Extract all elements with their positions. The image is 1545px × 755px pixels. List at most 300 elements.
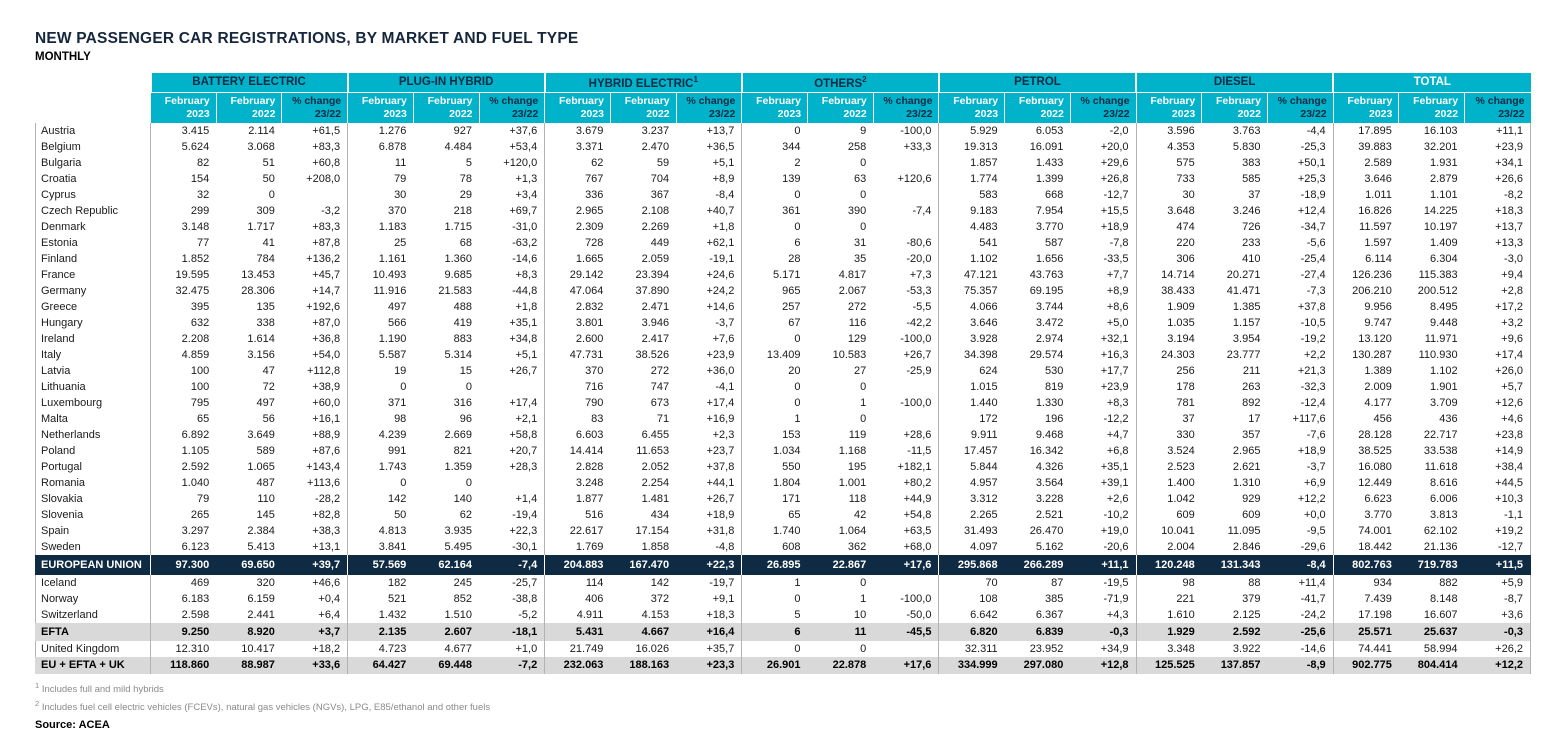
cell: 63 bbox=[853, 173, 867, 185]
cell: -3,0 bbox=[1465, 251, 1531, 267]
cell: +17,7 bbox=[1100, 365, 1129, 377]
cell: 37 bbox=[1248, 189, 1261, 201]
cell: +36,0 bbox=[706, 365, 735, 377]
cell: -12,2 bbox=[1103, 413, 1129, 425]
cell: -7,4 bbox=[479, 555, 545, 575]
cell bbox=[282, 187, 348, 203]
cell: 17.154 bbox=[635, 525, 670, 537]
cell: 0 bbox=[742, 187, 808, 203]
cell: +17,4 bbox=[706, 397, 735, 409]
cell: +87,8 bbox=[312, 237, 341, 249]
cell: 566 bbox=[348, 315, 414, 331]
cell: 2.965 bbox=[545, 203, 611, 219]
cell: +2,6 bbox=[1106, 493, 1129, 505]
cell: -1,1 bbox=[1465, 507, 1531, 523]
cell: +14,6 bbox=[706, 301, 735, 313]
group-header-row bbox=[36, 73, 1531, 92]
cell: 2.052 bbox=[641, 461, 670, 473]
cell: +3,7 bbox=[282, 623, 348, 641]
cell bbox=[873, 641, 939, 657]
cell: -25,4 bbox=[1300, 253, 1326, 265]
cell: +36,5 bbox=[706, 141, 735, 153]
cell: +2,2 bbox=[1303, 349, 1326, 361]
cell: 530 bbox=[1044, 365, 1064, 377]
cell: +136,2 bbox=[306, 253, 341, 265]
cell: +208,0 bbox=[306, 173, 341, 185]
cell: +120,0 bbox=[503, 157, 538, 169]
cell: 9.183 bbox=[939, 203, 1005, 219]
table-row bbox=[36, 315, 1531, 331]
cell: 220 bbox=[1136, 235, 1202, 251]
cell: 100 bbox=[151, 363, 217, 379]
cell: 47.121 bbox=[939, 267, 1005, 283]
cell: -50,0 bbox=[906, 609, 932, 621]
cell: 1.042 bbox=[1136, 491, 1202, 507]
cell: -8,4 bbox=[1267, 555, 1333, 575]
cell: +10,3 bbox=[1465, 491, 1531, 507]
cell: 17 bbox=[1248, 413, 1261, 425]
row-label: Finland bbox=[36, 251, 151, 267]
cell: 3.068 bbox=[247, 141, 275, 153]
cell: 2.846 bbox=[1232, 541, 1261, 553]
cell: 22.867 bbox=[808, 555, 874, 575]
column-header: February 2023 bbox=[545, 92, 611, 123]
cell: +29,6 bbox=[1100, 157, 1129, 169]
cell: -3,2 bbox=[321, 205, 341, 217]
cell: 3.649 bbox=[247, 429, 275, 441]
cell: 98 bbox=[1136, 575, 1202, 591]
column-header: % change 23/22 bbox=[1070, 92, 1136, 123]
cell: +24,2 bbox=[706, 285, 735, 297]
cell: 469 bbox=[151, 575, 217, 591]
cell: -19,5 bbox=[1103, 577, 1129, 589]
cell: 32.475 bbox=[151, 283, 217, 299]
cell: 38.433 bbox=[1136, 283, 1202, 299]
cell: 3.415 bbox=[151, 123, 217, 139]
cell: 383 bbox=[1242, 157, 1261, 169]
cell: -7,3 bbox=[1306, 285, 1326, 297]
cell: 1.161 bbox=[348, 251, 414, 267]
cell: 50 bbox=[348, 507, 414, 523]
cell: 29.142 bbox=[545, 267, 611, 283]
cell: 5.431 bbox=[545, 623, 611, 641]
cell: 575 bbox=[1136, 155, 1202, 171]
cell: +32,1 bbox=[1100, 333, 1129, 345]
cell: 2.470 bbox=[641, 141, 670, 153]
cell: 2.974 bbox=[1035, 333, 1064, 345]
cell: 1.717 bbox=[247, 221, 275, 233]
cell: 10.417 bbox=[241, 642, 275, 655]
cell: -63,2 bbox=[512, 237, 538, 249]
cell: 9.685 bbox=[444, 269, 473, 281]
cell: +11,5 bbox=[1465, 555, 1531, 575]
table-row bbox=[36, 607, 1531, 623]
cell: -5,2 bbox=[518, 609, 538, 621]
cell: 1.804 bbox=[742, 475, 808, 491]
table-row bbox=[36, 539, 1531, 555]
row-label: Poland bbox=[36, 443, 151, 459]
cell: 410 bbox=[1242, 253, 1261, 265]
cell: 608 bbox=[742, 539, 808, 555]
cell: -8,9 bbox=[1267, 657, 1333, 675]
cell: 1.769 bbox=[545, 539, 611, 555]
cell: +120,6 bbox=[897, 173, 932, 185]
cell: 3.841 bbox=[348, 539, 414, 555]
cell: 126.236 bbox=[1333, 267, 1399, 283]
cell: 0 bbox=[268, 189, 275, 201]
cell: 233 bbox=[1242, 237, 1261, 249]
cell: 10.197 bbox=[1423, 221, 1458, 233]
cell: 5.495 bbox=[444, 541, 473, 553]
cell: +18,9 bbox=[1297, 445, 1326, 457]
cell: 257 bbox=[742, 299, 808, 315]
table-row bbox=[36, 523, 1531, 539]
table-row bbox=[36, 395, 1531, 411]
column-header: February 2023 bbox=[939, 92, 1005, 123]
cell: 3.922 bbox=[1232, 642, 1261, 655]
cell: +39,7 bbox=[282, 555, 348, 575]
footnote-1-sup: 1 bbox=[35, 681, 40, 690]
cell: 436 bbox=[1439, 413, 1458, 425]
cell: +34,9 bbox=[1100, 642, 1129, 655]
row-label: Luxembourg bbox=[36, 395, 151, 411]
cell: +26,6 bbox=[1465, 171, 1531, 187]
cell: 9.250 bbox=[151, 623, 217, 641]
cell: 379 bbox=[1242, 593, 1261, 605]
row-label: United Kingdom bbox=[36, 641, 151, 657]
cell: 6.114 bbox=[1333, 251, 1399, 267]
cell: 2.607 bbox=[413, 623, 479, 641]
cell: +44,5 bbox=[1465, 475, 1531, 491]
cell: +1,0 bbox=[515, 642, 538, 655]
group-header: TOTAL bbox=[1333, 73, 1530, 92]
cell: +16,1 bbox=[312, 413, 341, 425]
table-row bbox=[36, 443, 1531, 459]
cell: 25 bbox=[348, 235, 414, 251]
cell: +28,6 bbox=[903, 429, 932, 441]
cell: +16,4 bbox=[676, 623, 742, 641]
cell: 0 bbox=[742, 591, 808, 607]
cell: 5.314 bbox=[444, 349, 473, 361]
cell: 609 bbox=[1242, 509, 1261, 521]
cell: +16,9 bbox=[706, 413, 735, 425]
cell: 6.053 bbox=[1035, 125, 1064, 137]
cell: 1.774 bbox=[939, 171, 1005, 187]
cell: 2 bbox=[742, 155, 808, 171]
column-header: % change 23/22 bbox=[1465, 92, 1531, 123]
row-label: Hungary bbox=[36, 315, 151, 331]
cell: 47 bbox=[262, 365, 275, 377]
cell: +50,1 bbox=[1297, 157, 1326, 169]
cell: 1.001 bbox=[838, 477, 867, 489]
cell: 218 bbox=[453, 205, 473, 217]
cell: 2.125 bbox=[1232, 609, 1261, 621]
cell: +12,4 bbox=[1297, 205, 1326, 217]
cell: 56 bbox=[262, 413, 275, 425]
cell: 583 bbox=[939, 187, 1005, 203]
cell: +35,7 bbox=[706, 642, 735, 655]
cell: 74.441 bbox=[1333, 641, 1399, 657]
table-row bbox=[36, 591, 1531, 607]
cell: +0,0 bbox=[1303, 509, 1326, 521]
cell: 434 bbox=[650, 509, 670, 521]
cell: +8,3 bbox=[515, 269, 538, 281]
cell: 10.041 bbox=[1136, 523, 1202, 539]
cell: 9.448 bbox=[1430, 317, 1458, 329]
cell: -5,6 bbox=[1306, 237, 1326, 249]
cell: -19,2 bbox=[1300, 333, 1326, 345]
cell: 1.101 bbox=[1430, 189, 1458, 201]
cell: 0 bbox=[465, 477, 473, 489]
cell: 74.001 bbox=[1333, 523, 1399, 539]
cell: 110 bbox=[257, 493, 275, 505]
cell: -42,2 bbox=[906, 317, 932, 329]
page-subtitle: MONTHLY bbox=[35, 51, 91, 63]
cell: 4.153 bbox=[641, 609, 670, 621]
cell: 0 bbox=[860, 381, 867, 393]
cell: 3.524 bbox=[1136, 443, 1202, 459]
cell: 100 bbox=[151, 379, 217, 395]
cell: 3.801 bbox=[545, 315, 611, 331]
cell: 3.744 bbox=[1035, 301, 1064, 313]
table-row bbox=[36, 267, 1531, 283]
cell: 31 bbox=[853, 237, 867, 249]
footnote-1-text: Includes full and mild hybrids bbox=[41, 684, 164, 696]
cell: 0 bbox=[742, 123, 808, 139]
cell: 14.714 bbox=[1136, 267, 1202, 283]
row-label: Cyprus bbox=[36, 187, 151, 203]
cell: 1.857 bbox=[939, 155, 1005, 171]
cell: 57.569 bbox=[348, 555, 414, 575]
cell: 336 bbox=[545, 187, 611, 203]
cell: 0 bbox=[742, 641, 808, 657]
cell: -7,2 bbox=[479, 657, 545, 675]
row-label: Czech Republic bbox=[36, 203, 151, 219]
cell: +87,0 bbox=[312, 317, 341, 329]
cell: 58.994 bbox=[1423, 642, 1458, 655]
cell: 172 bbox=[939, 411, 1005, 427]
cell: +4,7 bbox=[1106, 429, 1129, 441]
cell: 334.999 bbox=[939, 657, 1005, 675]
cell: 256 bbox=[1136, 363, 1202, 379]
cell: 3.312 bbox=[939, 491, 1005, 507]
row-label: Slovenia bbox=[36, 507, 151, 523]
cell: 344 bbox=[742, 139, 808, 155]
cell: 8.495 bbox=[1430, 301, 1458, 313]
table-row bbox=[36, 411, 1531, 427]
cell: +35,1 bbox=[509, 317, 538, 329]
cell: +8,6 bbox=[1106, 301, 1129, 313]
cell: +34,8 bbox=[509, 333, 538, 345]
cell: 6.123 bbox=[151, 539, 217, 555]
cell: 1.310 bbox=[1232, 477, 1261, 489]
cell: 16.826 bbox=[1333, 203, 1399, 219]
cell: 309 bbox=[256, 205, 275, 217]
cell: -71,9 bbox=[1103, 593, 1129, 605]
cell: -80,6 bbox=[906, 237, 932, 249]
cell: 272 bbox=[847, 301, 867, 313]
cell: +33,6 bbox=[282, 657, 348, 675]
cell: 521 bbox=[348, 591, 414, 607]
cell: 728 bbox=[545, 235, 611, 251]
cell: 43.763 bbox=[1029, 269, 1064, 281]
row-label: Switzerland bbox=[36, 607, 151, 623]
cell: 1.385 bbox=[1232, 301, 1261, 313]
cell: 371 bbox=[348, 395, 414, 411]
cell: +38,3 bbox=[312, 525, 341, 537]
cell: 1.433 bbox=[1035, 157, 1064, 169]
cell: 4.326 bbox=[1035, 461, 1064, 473]
cell: 5.587 bbox=[348, 347, 414, 363]
cell: 330 bbox=[1136, 427, 1202, 443]
cell: 88 bbox=[1248, 577, 1261, 589]
cell: +25,3 bbox=[1297, 173, 1326, 185]
cell: 0 bbox=[860, 413, 867, 425]
cell: +3,6 bbox=[1465, 607, 1531, 623]
cell: 142 bbox=[650, 577, 670, 589]
cell: 2.309 bbox=[545, 219, 611, 235]
column-header: February 2023 bbox=[151, 92, 217, 123]
cell: 69.195 bbox=[1029, 285, 1064, 297]
cell: 9.468 bbox=[1035, 429, 1064, 441]
cell: 8.148 bbox=[1430, 593, 1458, 605]
cell: 338 bbox=[256, 317, 275, 329]
cell: 1.715 bbox=[444, 221, 473, 233]
cell: 51 bbox=[262, 157, 275, 169]
cell: 804.414 bbox=[1399, 657, 1465, 675]
cell: 62.164 bbox=[413, 555, 479, 575]
cell: +33,3 bbox=[903, 141, 932, 153]
cell: -7,8 bbox=[1109, 237, 1129, 249]
cell: +38,4 bbox=[1465, 459, 1531, 475]
cell: 795 bbox=[151, 395, 217, 411]
cell: 64.427 bbox=[348, 657, 414, 675]
table-row bbox=[36, 219, 1531, 235]
cell: 726 bbox=[1242, 221, 1261, 233]
cell: +23,9 bbox=[706, 349, 735, 361]
cell: 97.300 bbox=[151, 555, 217, 575]
cell: 4.667 bbox=[610, 623, 676, 641]
row-label: Romania bbox=[36, 475, 151, 491]
cell: +7,3 bbox=[909, 269, 932, 281]
cell: 6.455 bbox=[641, 429, 670, 441]
cell: 21.583 bbox=[438, 285, 473, 297]
cell: +18,3 bbox=[706, 609, 735, 621]
cell: 195 bbox=[847, 461, 867, 473]
cell: +34,1 bbox=[1465, 155, 1531, 171]
table-row bbox=[36, 491, 1531, 507]
cell: 11.095 bbox=[1227, 525, 1261, 537]
cell: +18,2 bbox=[312, 642, 341, 655]
cell: 2.832 bbox=[545, 299, 611, 315]
cell: +23,8 bbox=[1465, 427, 1531, 443]
cell: 1 bbox=[742, 575, 808, 591]
cell: 11 bbox=[348, 155, 414, 171]
cell: 1.432 bbox=[348, 607, 414, 623]
column-header: February 2022 bbox=[216, 92, 282, 123]
cell: 31.493 bbox=[939, 523, 1005, 539]
cell: +88,9 bbox=[312, 429, 341, 441]
cell: +28,3 bbox=[509, 461, 538, 473]
cell: 1.102 bbox=[939, 251, 1005, 267]
cell: 1.656 bbox=[1035, 253, 1064, 265]
cell: 23.777 bbox=[1226, 349, 1261, 361]
cell: 6.839 bbox=[1005, 623, 1071, 641]
cell: 62.102 bbox=[1423, 525, 1458, 537]
cell: 2.471 bbox=[641, 301, 670, 313]
cell: +58,8 bbox=[509, 429, 538, 441]
cell: 17.895 bbox=[1333, 123, 1399, 139]
cell: 3.813 bbox=[1430, 509, 1458, 521]
row-label: EFTA bbox=[36, 623, 151, 641]
cell: 6.304 bbox=[1430, 253, 1458, 265]
cell: 449 bbox=[650, 237, 670, 249]
cell: 65 bbox=[151, 411, 217, 427]
cell: 118.860 bbox=[151, 657, 217, 675]
table-row bbox=[36, 379, 1531, 395]
cell: 83 bbox=[545, 411, 611, 427]
cell: +17,2 bbox=[1465, 299, 1531, 315]
cell: 370 bbox=[545, 363, 611, 379]
cell: 28 bbox=[742, 251, 808, 267]
cell: +2,3 bbox=[712, 429, 735, 441]
column-header: % change 23/22 bbox=[873, 92, 939, 123]
cell: -25,7 bbox=[512, 577, 538, 589]
cell: 50 bbox=[262, 173, 275, 185]
cell: 32.201 bbox=[1423, 141, 1458, 153]
column-header: February 2023 bbox=[348, 92, 414, 123]
cell: 2.441 bbox=[247, 609, 275, 621]
cell: +37,8 bbox=[706, 461, 735, 473]
cell: +22,3 bbox=[676, 555, 742, 575]
table-row bbox=[36, 235, 1531, 251]
cell: 3.371 bbox=[545, 139, 611, 155]
registrations-table bbox=[35, 73, 1531, 674]
cell: 10.583 bbox=[832, 349, 867, 361]
group-header: PETROL bbox=[939, 73, 1136, 92]
cell: +23,9 bbox=[1100, 381, 1129, 393]
cell: 4.859 bbox=[151, 347, 217, 363]
cell: -25,9 bbox=[906, 365, 932, 377]
cell: 108 bbox=[939, 591, 1005, 607]
table-row bbox=[36, 575, 1531, 591]
cell: +17,6 bbox=[873, 657, 939, 675]
row-label: Italy bbox=[36, 347, 151, 363]
cell: 5 bbox=[465, 157, 473, 169]
cell: 1 bbox=[860, 397, 867, 409]
cell: 4.097 bbox=[939, 539, 1005, 555]
cell: +62,1 bbox=[706, 237, 735, 249]
cell: 70 bbox=[939, 575, 1005, 591]
cell: +6,4 bbox=[318, 609, 341, 621]
cell: 419 bbox=[453, 317, 473, 329]
table-row bbox=[36, 623, 1531, 641]
cell: +26,0 bbox=[1465, 363, 1531, 379]
table-row bbox=[36, 331, 1531, 347]
cell: 488 bbox=[453, 301, 473, 313]
cell: 41.471 bbox=[1226, 285, 1261, 297]
cell: -41,7 bbox=[1300, 593, 1326, 605]
cell: 4.239 bbox=[348, 427, 414, 443]
cell: -4,4 bbox=[1306, 125, 1326, 137]
cell: +53,4 bbox=[509, 141, 538, 153]
cell: 3.709 bbox=[1430, 397, 1458, 409]
cell: 609 bbox=[1136, 507, 1202, 523]
cell: 1.065 bbox=[247, 461, 275, 473]
cell: 385 bbox=[1044, 593, 1064, 605]
cell: +21,3 bbox=[1297, 365, 1326, 377]
cell: 182 bbox=[348, 575, 414, 591]
